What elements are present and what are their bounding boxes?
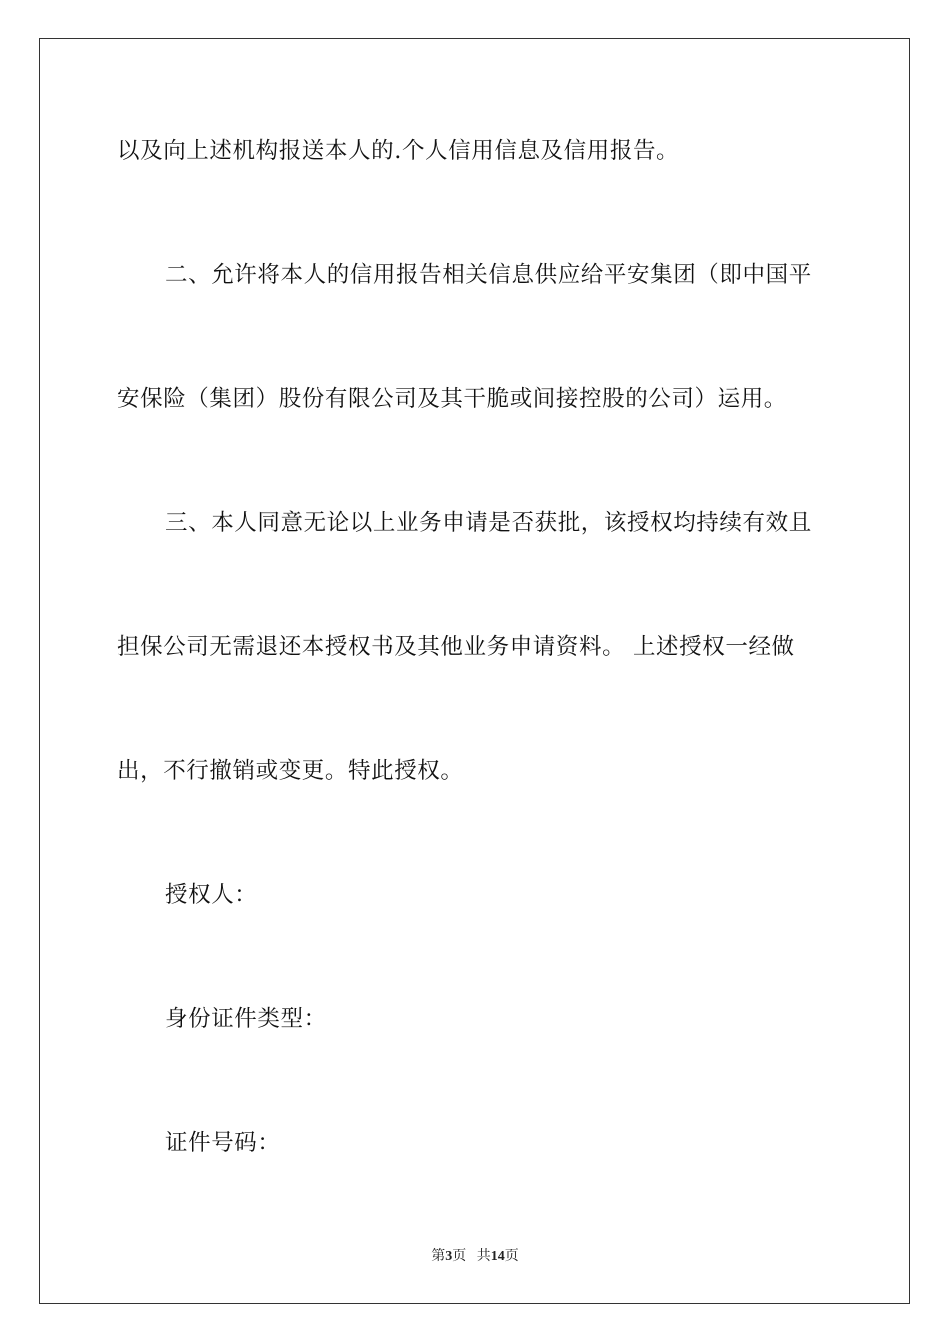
page-footer [0,1245,950,1265]
page-prefix: 第 [431,1249,446,1264]
paragraph-2-line-1: 二、允许将本人的信用报告相关信息供应给平安集团（即中国平 [165,262,812,288]
page-number: 3 [445,1249,453,1264]
total-suffix: 页 [504,1249,519,1264]
paragraph-3-line-3: 出，不行撤销或变更。特此授权。 [117,758,464,784]
id-number-label: 证件号码： [165,1130,281,1156]
total-pages: 14 [490,1249,505,1264]
paragraph-3-line-1: 三、本人同意无论以上业务申请是否获批，该授权均持续有效且 [165,510,812,536]
body-line-1: 以及向上述机构报送本人的.个人信用信息及信用报告。 [117,138,680,164]
page-border [39,38,910,1304]
paragraph-3-line-2: 担保公司无需退还本授权书及其他业务申请资料。 上述授权一经做 [117,634,795,660]
paragraph-2-line-2: 安保险（集团）股份有限公司及其干脆或间接控股的公司）运用。 [117,386,787,412]
id-type-label: 身份证件类型： [165,1006,327,1032]
total-prefix: 共 [476,1249,491,1264]
authorizer-label: 授权人： [165,882,258,908]
page-suffix: 页 [452,1249,467,1264]
